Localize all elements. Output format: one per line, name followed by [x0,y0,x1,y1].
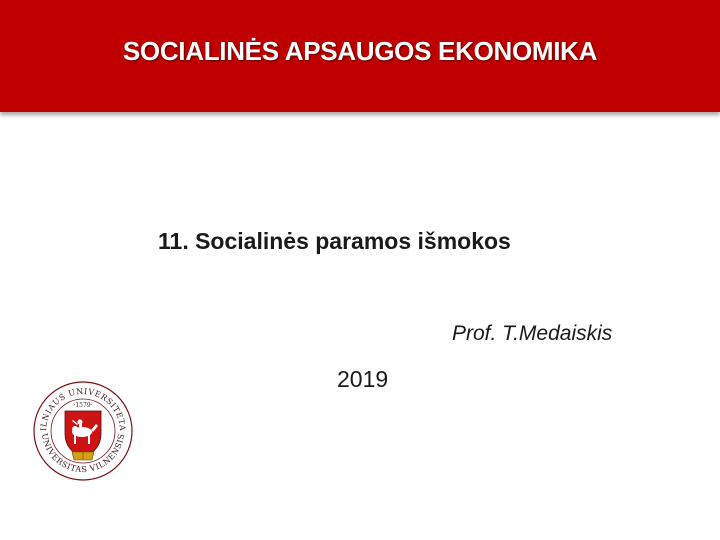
university-seal-icon [32,380,134,482]
slide-year: 2019 [337,366,389,392]
svg-text:·1579·: ·1579· [73,402,93,409]
svg-text:UNIVERSITAS VILNENSIS: UNIVERSITAS VILNENSIS [39,432,126,475]
slide-title: SOCIALINĖS APSAUGOS EKONOMIKA [122,36,598,66]
slide-subtitle: 11. Socialinės paramos išmokos [158,228,511,254]
header-bar [0,0,720,112]
author-name: Prof. T.Medaiskis [452,322,613,345]
svg-text:VILNIAUS UNIVERSITETAS: ILNIAUS UNIVERSITETA [38,386,128,432]
